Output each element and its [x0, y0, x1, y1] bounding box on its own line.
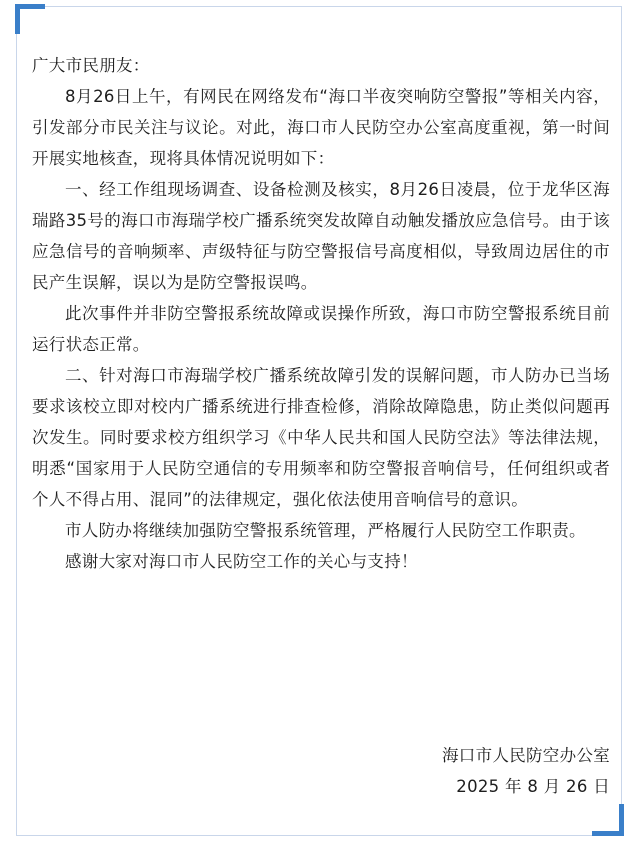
signature-organization: 海口市人民防空办公室	[442, 746, 610, 765]
paragraph-thanks: 感谢大家对海口市人民防空工作的关心与支持！	[65, 552, 418, 571]
corner-decoration-top-left-vertical	[15, 4, 20, 34]
greeting: 广大市民朋友：	[32, 56, 150, 75]
paragraph-intro: 8月26日上午，有网民在网络发布“海口半夜突响防空警报”等相关内容，引发部分市民关注与议论。对此，海口市人民防空办公室高度重视，第一时间开展实地核查，现将具体情况说明如下：	[32, 87, 610, 168]
paragraph-measures: 二、针对海口市海瑞学校广播系统故障引发的误解问题，市人防办已当场要求该校立即对校内广播系统进行排查检修，消除故障隐患，防止类似问题再次发生。同时要求校方组织学习《中华人民共和国人民防空法》等法律法规，明悉“国家用于人民防空通信的专用频率和防空警报音响信号，任何组织或者个人不得占用、混同”的法律规定，强化依法使用音响信号的意识。	[32, 366, 610, 509]
paragraph-investigation: 一、经工作组现场调查、设备检测及核实，8月26日凌晨，位于龙华区海瑞路35号的海口市海瑞学校广播系统突发故障自动触发播放应急信号。由于该应急信号的音响频率、声级特征与防空警报信号高度相似，导致周边居住的市民产生误解，误以为是防空警报误鸣。	[32, 180, 610, 292]
signature-date: 2025 年 8 月 26 日	[456, 777, 610, 796]
paragraph-system-status: 此次事件并非防空警报系统故障或误操作所致，海口市防空警报系统目前运行状态正常。	[32, 304, 610, 354]
paragraph-commitment: 市人防办将继续加强防空警报系统管理，严格履行人民防空工作职责。	[65, 521, 586, 540]
signature-block	[442, 740, 610, 802]
corner-decoration-bottom-right-vertical	[619, 804, 624, 836]
notice-body	[32, 50, 610, 577]
